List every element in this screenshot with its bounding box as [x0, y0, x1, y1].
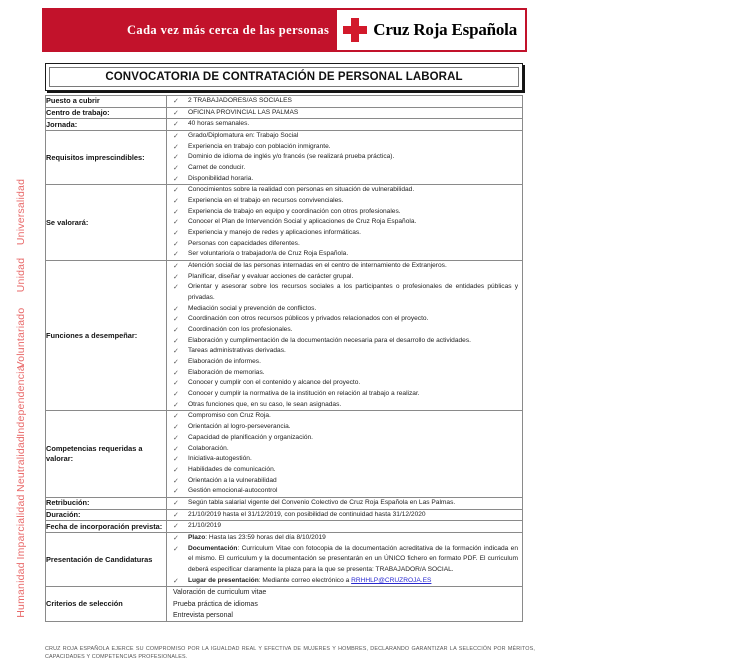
- table-row: [46, 261, 523, 411]
- check-list: [167, 498, 522, 509]
- table-row: [46, 532, 523, 586]
- row-value-puesto-a-cubrir: [167, 96, 523, 108]
- check-icon: ✓: [173, 121, 179, 129]
- row-label-requisitos-imprescindibles: Requisitos imprescindibles:: [46, 131, 167, 185]
- check-icon: ✓: [173, 143, 179, 151]
- check-icon: ✓: [173, 187, 179, 195]
- check-icon: ✓: [173, 240, 179, 248]
- list-item: Entrevista personal: [173, 611, 233, 619]
- check-icon: ✓: [173, 154, 179, 162]
- list-item: ✓ Orientar y asesorar sobre los recursos sociales a los participantes o profesionales de entidades públicas y privadas.: [173, 283, 518, 302]
- list-item: ✓ Iniciativa-autogestión.: [167, 454, 522, 465]
- principle-universalidad: Universalidad: [15, 178, 27, 246]
- row-label-retribución: Retribución:: [46, 497, 167, 509]
- page-outside-area: [561, 0, 741, 659]
- check-icon: ✓: [173, 523, 179, 531]
- row-label-competencias-requeridas-a-valorar: Competencias requeridas a valorar:: [46, 411, 167, 497]
- check-list: [167, 261, 522, 410]
- row-value-competencias-requeridas-a-valorar: [167, 411, 523, 497]
- list-item: ✓ OFICINA PROVINCIAL LAS PALMAS: [167, 108, 522, 119]
- table-row: [46, 497, 523, 509]
- check-icon: ✓: [173, 369, 179, 377]
- list-item: ✓ Experiencia en trabajo con población inmigrante.: [167, 142, 522, 153]
- list-item: ✓ Experiencia en el trabajo en recursos convivenciales.: [167, 196, 522, 207]
- row-value-jornada: [167, 119, 523, 131]
- check-icon: ✓: [173, 263, 179, 271]
- check-icon: ✓: [173, 208, 179, 216]
- list-item: ✓ Experiencia y manejo de redes y aplicaciones informáticas.: [167, 228, 522, 239]
- principle-independencia: Independencia: [15, 365, 27, 437]
- red-cross-icon: [343, 18, 367, 42]
- check-icon: ✓: [173, 545, 179, 553]
- check-list: [167, 185, 522, 260]
- row-value-duración: [167, 509, 523, 521]
- list-item: ✓ Planificar, diseñar y evaluar acciones de carácter grupal.: [167, 272, 522, 283]
- table-row: [46, 411, 523, 497]
- check-icon: ✓: [173, 511, 179, 519]
- check-list: [167, 108, 522, 119]
- list-item: ✓ 2 TRABAJADORES/AS SOCIALES: [167, 96, 522, 107]
- list-item: ✓ Carnet de conducir.: [167, 163, 522, 174]
- check-icon: ✓: [173, 337, 179, 345]
- row-value-requisitos-imprescindibles: [167, 131, 523, 185]
- list-item: ✓ Otras funciones que, en su caso, le sean asignadas.: [167, 400, 522, 411]
- logo-text: Cruz Roja Española: [373, 20, 517, 39]
- page-title: CONVOCATORIA DE CONTRATACIÓN DE PERSONAL LABORAL: [105, 71, 463, 83]
- check-icon: ✓: [173, 219, 179, 227]
- list-item: ✓ Experiencia de trabajo en equipo y coordinación con otros profesionales.: [167, 207, 522, 218]
- equality-disclaimer: CRUZ ROJA ESPAÑOLA EJERCE SU COMPROMISO POR LA IGUALDAD REAL Y EFECTIVA DE MUJERES Y HOMBRES, DECLARANDO GARANTIZAR LA SELECCIÓN POR MÉRITOS, CAPACIDADES Y COMPETENCIAS PROFESIONALES.: [45, 646, 535, 659]
- row-value-presentacion-de-candidaturas: [167, 532, 523, 586]
- list-item: ✓ Coordinación con otros recursos públicos y privados relacionados con el proyecto.: [167, 314, 522, 325]
- check-icon: ✓: [173, 477, 179, 485]
- table-row: [46, 131, 523, 185]
- check-icon: ✓: [173, 499, 179, 507]
- row-label-fecha-de-incorporación-prevista: Fecha de incorporación prevista:: [46, 521, 167, 533]
- list-item: ✓ Grado/Diplomatura en: Trabajo Social: [167, 131, 522, 142]
- list-item: ✓ Orientación a la vulnerabilidad: [167, 476, 522, 487]
- row-label-centro-de-trabajo: Centro de trabajo:: [46, 107, 167, 119]
- check-list: [167, 411, 522, 496]
- banner-slogan: Cada vez más cerca de las personas: [127, 22, 330, 37]
- check-icon: ✓: [173, 348, 179, 356]
- list-item: ✓ Colaboración.: [167, 444, 522, 455]
- check-icon: ✓: [173, 424, 179, 432]
- row-label-jornada: Jornada:: [46, 119, 167, 131]
- check-list: [167, 521, 522, 532]
- check-icon: ✓: [173, 456, 179, 464]
- table-row: [46, 96, 523, 108]
- list-item: ✓ Dominio de idioma de inglés y/o francés (se realizará prueba práctica).: [167, 152, 522, 163]
- table-row: [46, 587, 523, 622]
- check-icon: ✓: [173, 391, 179, 399]
- row-label-criterios-de-seleccion: Criterios de selección: [46, 587, 167, 622]
- convocatoria-table-body: [46, 96, 523, 622]
- list-item: ✓ 21/10/2019 hasta el 31/12/2019, con posibilidad de continuidad hasta 31/12/2020: [167, 510, 522, 521]
- principle-unidad: Unidad: [15, 257, 27, 293]
- check-icon: ✓: [173, 284, 179, 292]
- check-icon: ✓: [173, 445, 179, 453]
- item-bold-label: Plazo: [188, 533, 206, 541]
- check-icon: ✓: [173, 175, 179, 183]
- list-item: ✓ Lugar de presentación: Mediante correo electrónico a RRHHLP@CRUZROJA.ES: [167, 576, 522, 587]
- row-value-centro-de-trabajo: [167, 107, 523, 119]
- check-icon: ✓: [173, 305, 179, 313]
- list-item: ✓ Tareas administrativas derivadas.: [167, 346, 522, 357]
- check-icon: ✓: [173, 327, 179, 335]
- check-icon: ✓: [173, 466, 179, 474]
- list-item: ✓ Disponibilidad horaria.: [167, 174, 522, 185]
- check-list: [167, 119, 522, 130]
- list-item: ✓ 40 horas semanales.: [167, 119, 522, 130]
- list-item: ✓ Conocer el Plan de Intervención Social y aplicaciones de Cruz Roja Española.: [167, 217, 522, 228]
- cruz-roja-logo: [337, 10, 525, 50]
- principles-sidebar: [0, 0, 42, 659]
- check-list: [167, 131, 522, 184]
- row-label-duración: Duración:: [46, 509, 167, 521]
- list-item: Prueba práctica de idiomas: [173, 600, 258, 608]
- cruz-roja-banner: [42, 8, 527, 52]
- check-icon: ✓: [173, 198, 179, 206]
- principle-imparcialidad: Imparcialidad: [15, 494, 27, 560]
- table-row: [46, 521, 523, 533]
- row-label-se-valorará: Se valorará:: [46, 185, 167, 261]
- list-item: ✓ Conocer y cumplir la normativa de la institución en relación al trabajo a realizar.: [167, 389, 522, 400]
- list-item: ✓ Coordinación con los profesionales.: [167, 325, 522, 336]
- check-icon: ✓: [173, 165, 179, 173]
- row-value-funciones-a-desempeñar: [167, 261, 523, 411]
- table-row: [46, 509, 523, 521]
- criteria-list: [167, 587, 522, 621]
- check-icon: ✓: [173, 413, 179, 421]
- row-label-puesto-a-cubrir: Puesto a cubrir: [46, 96, 167, 108]
- row-value-se-valorará: [167, 185, 523, 261]
- check-icon: ✓: [173, 133, 179, 141]
- table-row: [46, 185, 523, 261]
- list-item: ✓ Atención social de las personas internadas en el centro de internamiento de Extranjeros.: [167, 261, 522, 272]
- principle-neutralidad: Neutralidad: [15, 436, 27, 492]
- check-icon: ✓: [173, 380, 179, 388]
- list-item: Valoración de curriculum vitae: [173, 589, 267, 597]
- principle-voluntariado: Voluntariado: [15, 307, 27, 369]
- list-item: ✓ 21/10/2019: [167, 521, 522, 532]
- check-icon: ✓: [173, 109, 179, 117]
- list-item: ✓ Gestión emocional-autocontrol: [167, 486, 522, 497]
- check-icon: ✓: [173, 316, 179, 324]
- check-list: [167, 510, 522, 521]
- check-icon: ✓: [173, 359, 179, 367]
- list-item: ✓ Documentación: Curriculum Vitae con fotocopia de la documentación acreditativa de la formación indicada en el mismo. El curriculum y la documentación se presentarán en un ÚNICO fichero en formato PDF. El curriculum deberá especificar claramente la plaza para la que se presenta: TRABAJADOR/A SOCIAL.: [173, 544, 518, 573]
- table-row: [46, 119, 523, 131]
- table-row: [46, 107, 523, 119]
- list-item: ✓ Personas con capacidades diferentes.: [167, 239, 522, 250]
- check-icon: ✓: [173, 577, 179, 585]
- convocatoria-table: [45, 95, 523, 622]
- list-item: ✓ Elaboración y cumplimentación de la documentación necesaria para el desarrollo de actividades.: [167, 336, 522, 347]
- list-item: ✓ Conocimientos sobre la realidad con personas en situación de vulnerabilidad.: [167, 185, 522, 196]
- row-value-retribución: [167, 497, 523, 509]
- document-title-inner: [49, 67, 519, 87]
- row-value-fecha-de-incorporación-prevista: [167, 521, 523, 533]
- item-bold-label: Documentación: [188, 544, 238, 552]
- check-icon: ✓: [173, 434, 179, 442]
- check-icon: ✓: [173, 273, 179, 281]
- list-item: ✓ Ser voluntario/a o trabajador/a de Cruz Roja Española.: [167, 249, 522, 260]
- principle-humanidad: Humanidad: [15, 562, 27, 618]
- list-item: ✓ Habilidades de comunicación.: [167, 465, 522, 476]
- email-link[interactable]: RRHHLP@CRUZROJA.ES: [351, 576, 432, 584]
- list-item: ✓ Orientación al logro-perseverancia.: [167, 422, 522, 433]
- list-item: ✓ Mediación social y prevención de conflictos.: [167, 304, 522, 315]
- list-item: ✓ Según tabla salarial vigente del Convenio Colectivo de Cruz Roja Española en Las Palmas.: [167, 498, 522, 509]
- check-icon: ✓: [173, 488, 179, 496]
- check-icon: ✓: [173, 251, 179, 259]
- check-icon: ✓: [173, 98, 179, 105]
- row-label-presentacion-de-candidaturas: Presentación de Candidaturas: [46, 532, 167, 586]
- check-list: [167, 533, 522, 586]
- list-item: ✓ Capacidad de planificación y organización.: [167, 433, 522, 444]
- check-icon: ✓: [173, 230, 179, 238]
- list-item: ✓ Compromiso con Cruz Roja.: [167, 411, 522, 422]
- list-item: ✓ Elaboración de memorias.: [167, 368, 522, 379]
- item-bold-label: Lugar de presentación: [188, 576, 259, 584]
- row-label-funciones-a-desempeñar: Funciones a desempeñar:: [46, 261, 167, 411]
- list-item: ✓ Conocer y cumplir con el contenido y alcance del proyecto.: [167, 378, 522, 389]
- check-list: [167, 96, 522, 107]
- row-value-criterios-de-seleccion: [167, 587, 523, 622]
- check-icon: ✓: [173, 534, 179, 542]
- check-icon: ✓: [173, 401, 179, 409]
- list-item: ✓ Elaboración de informes.: [167, 357, 522, 368]
- list-item: ✓ Plazo: Hasta las 23:59 horas del día 8/10/2019: [167, 533, 522, 544]
- document-title-box: [45, 63, 523, 91]
